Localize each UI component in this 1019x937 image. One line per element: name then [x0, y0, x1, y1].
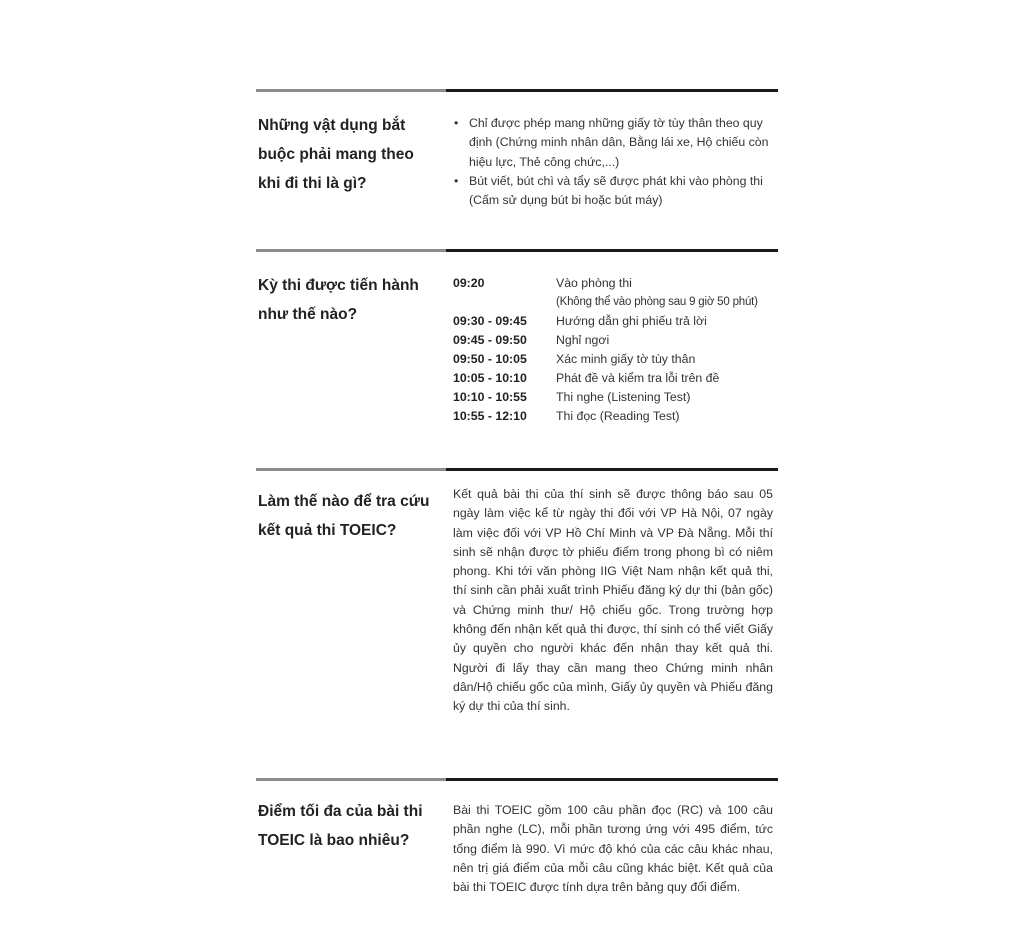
question-heading: Kỳ thi được tiến hành như thế nào? [258, 277, 419, 323]
section-exam-schedule [256, 249, 778, 439]
schedule-activity: Phát đề và kiểm tra lỗi trên đề [556, 371, 720, 385]
list-item: • Chỉ được phép mang những giấy tờ tùy thân theo quy định (Chứng minh nhân dân, Bằng lái xe, Hộ chiếu còn hiệu lực, Thẻ công chức,...) [454, 116, 769, 169]
schedule-time: 09:50 - 10:05 [453, 352, 527, 366]
schedule-table [453, 274, 773, 426]
schedule-row [453, 274, 773, 293]
section-divider [256, 249, 778, 252]
schedule-row [453, 369, 773, 388]
section-divider [256, 778, 778, 781]
schedule-activity: Thi đọc (Reading Test) [556, 409, 680, 423]
list-item: • Bút viết, bút chì và tẩy sẽ được phát khi vào phòng thi (Cấm sử dụng bút bi hoặc bút máy) [454, 173, 763, 208]
bullet-text: Chỉ được phép mang những giấy tờ tùy thân theo quy định (Chứng minh nhân dân, Bằng lái xe, Hộ chiếu còn hiệu lực, Thẻ công chức,...) [469, 116, 769, 169]
schedule-row [453, 312, 773, 331]
schedule-time: 09:45 - 09:50 [453, 333, 527, 347]
schedule-activity: Vào phòng thi [556, 276, 632, 290]
schedule-time: 09:30 - 09:45 [453, 314, 527, 328]
schedule-time: 10:05 - 10:10 [453, 371, 527, 385]
section-max-score [256, 778, 778, 928]
answer-bullets [453, 114, 773, 210]
bullet-text: Bút viết, bút chì và tẩy sẽ được phát khi vào phòng thi (Cấm sử dụng bút bi hoặc bút máy) [469, 173, 763, 208]
schedule-row [453, 407, 773, 426]
question-heading: Làm thế nào để tra cứu kết quả thi TOEIC? [258, 493, 430, 539]
schedule-row [453, 293, 773, 312]
schedule-row [453, 388, 773, 407]
schedule-time: 10:10 - 10:55 [453, 390, 527, 404]
section-result-lookup [256, 468, 778, 748]
schedule-row [453, 350, 773, 369]
paragraph-text: Bài thi TOEIC gồm 100 câu phần đọc (RC) và 100 câu phần nghe (LC), mỗi phần tương ứng với 495 điểm, tức tổng điểm là 990. Vì mức độ khó của các câu khác nhau, nên trị giá điểm của mỗi câu cũng khác biệt. Kết quả của bài thi TOEIC được tính dựa trên bảng quy đổi điểm. [453, 803, 773, 895]
schedule-time: 10:55 - 12:10 [453, 409, 527, 423]
section-divider [256, 89, 778, 92]
schedule-activity: Thi nghe (Listening Test) [556, 390, 691, 404]
schedule-time: 09:20 [453, 276, 485, 290]
schedule-activity: Hướng dẫn ghi phiếu trả lời [556, 314, 707, 328]
schedule-row [453, 331, 773, 350]
section-required-items [256, 89, 778, 219]
schedule-activity: Nghỉ ngơi [556, 333, 610, 347]
question-heading: Điểm tối đa của bài thi TOEIC là bao nhiêu? [258, 803, 423, 849]
schedule-activity: Xác minh giấy tờ tùy thân [556, 352, 696, 366]
question-heading: Những vật dụng bắt buộc phải mang theo khi đi thi là gì? [258, 117, 414, 192]
answer-paragraph [453, 801, 773, 897]
section-divider [256, 468, 778, 471]
answer-paragraph [453, 485, 773, 717]
paragraph-text: Kết quả bài thi của thí sinh sẽ được thông báo sau 05 ngày làm việc kể từ ngày thi đối với VP Hà Nội, 07 ngày làm việc đối với VP Hồ Chí Minh và VP Đà Nẵng. Mỗi thí sinh sẽ nhận được tờ phiếu điểm trong phong bì có niêm phong. Khi tới văn phòng IIG Việt Nam nhận kết quả thi, thí sinh cần phải xuất trình Phiếu đăng ký dự thi (bản gốc) và Chứng minh thư/ Hộ chiếu gốc. Trong trường hợp không đến nhận kết quả thi được, thí sinh có thể viết Giấy ủy quyền cho người khác đến nhận thay kết quả thi. Người đi lấy thay cần mang theo Chứng minh nhân dân/Hộ chiếu gốc của mình, Giấy ủy quyền và Phiếu đăng ký dự thi của thí sinh. [453, 487, 773, 714]
schedule-note: (Không thể vào phòng sau 9 giờ 50 phút) [556, 296, 758, 308]
